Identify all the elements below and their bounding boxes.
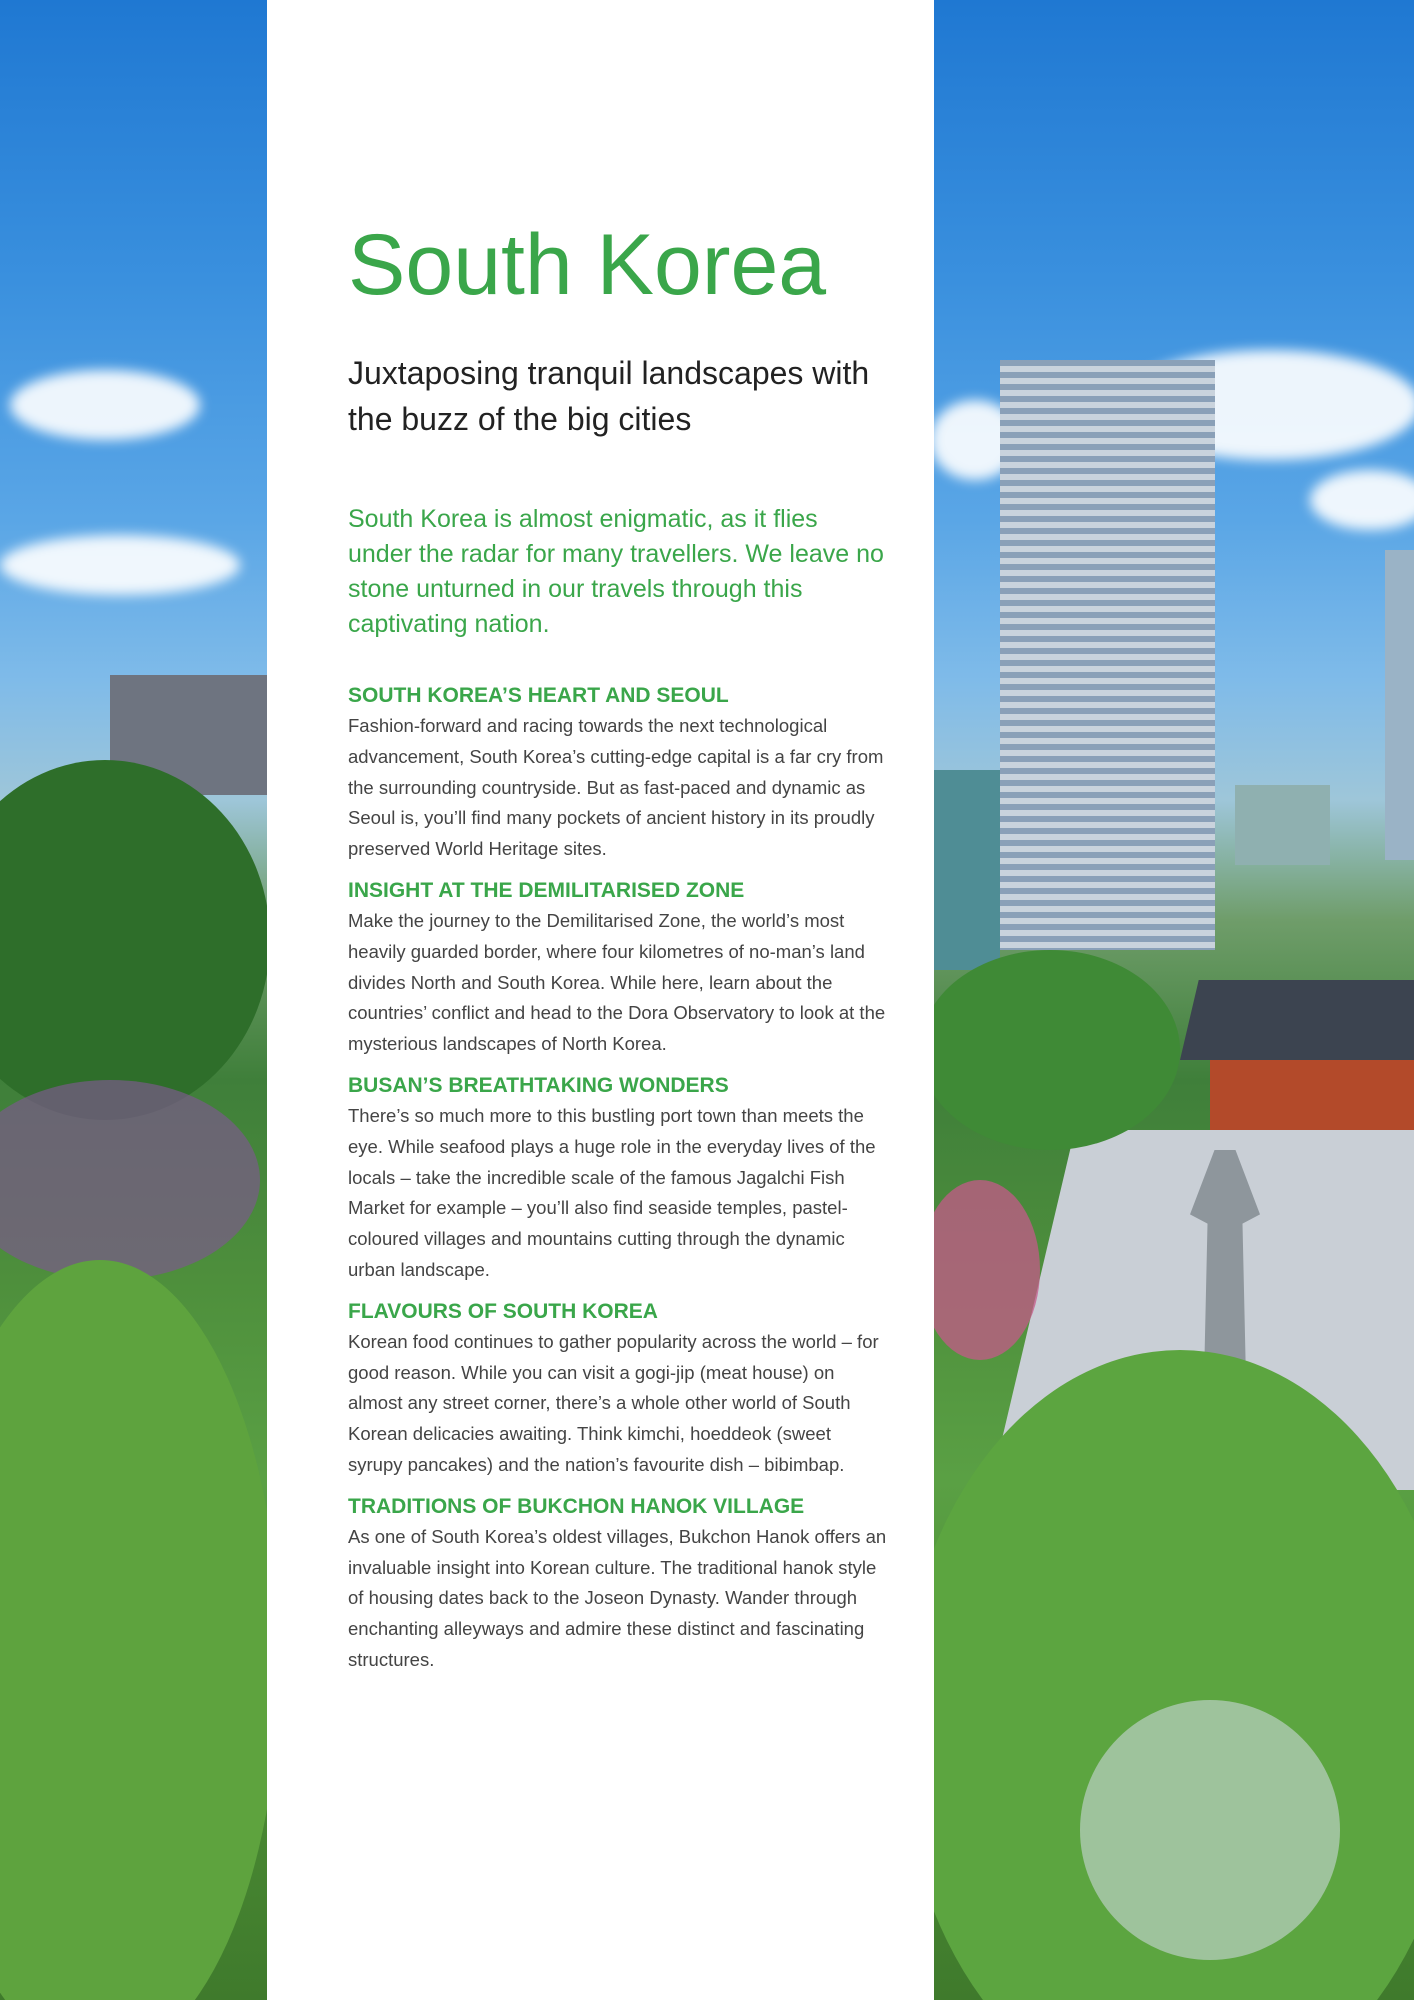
foliage bbox=[920, 1180, 1040, 1360]
section-heading: SOUTH KOREA’S HEART AND SEOUL bbox=[348, 684, 729, 707]
tower-far-right bbox=[1385, 550, 1414, 860]
foliage bbox=[920, 950, 1180, 1150]
section-body: Fashion-forward and racing towards the next technological advancement, South Korea’s cutting-edge capital is a far cry from the surrounding countryside. But as fast-paced and dynamic as Seoul is, you’ll find many pockets of ancient history in its proudly preserved World Heritage sites. bbox=[348, 715, 884, 860]
skyscraper bbox=[1000, 360, 1215, 950]
section-body: Make the journey to the Demilitarised Zone, the world’s most heavily guarded border, where four kilometres of no-man’s land divides North and South Korea. While here, learn about the countries’ conflict and head to the Dora Observatory to look at the mysterious landscapes of North Korea. bbox=[348, 909, 886, 1055]
temple-wall bbox=[1210, 1060, 1414, 1130]
temple-roof bbox=[1180, 980, 1414, 1060]
foliage bbox=[0, 1260, 280, 2000]
content-panel bbox=[267, 0, 934, 2000]
section-bukchon bbox=[348, 1491, 888, 1676]
cloud bbox=[1310, 470, 1414, 530]
section-body: As one of South Korea’s oldest villages, Bukchon Hanok offers an invaluable insight into Korean culture. The traditional hanok style of housing dates back to the Joseon Dynasty. Wander through enchanting alleyways and admire these distinct and fascinating structures. bbox=[348, 1525, 887, 1670]
section-body: Korean food continues to gather popularity across the world – for good reason. While you can visit a gogi-jip (meat house) on almost any street corner, there’s a whole other world of South Korean delicacies awaiting. Think kimchi, hoeddeok (sweet syrupy pancakes) and the nation’s favourite dish – bibimbap. bbox=[348, 1330, 879, 1475]
intro-paragraph: South Korea is almost enigmatic, as it flies under the radar for many travellers. We leave no stone unturned in our travels through this captivating nation. bbox=[348, 505, 884, 638]
foliage bbox=[1080, 1700, 1340, 1960]
page-title: South Korea bbox=[348, 217, 827, 313]
section-heading: INSIGHT AT THE DEMILITARISED ZONE bbox=[348, 878, 745, 902]
building-right-far bbox=[1235, 785, 1330, 865]
cloud bbox=[0, 535, 240, 595]
foliage bbox=[0, 760, 270, 1120]
section-busan bbox=[348, 1070, 888, 1286]
cloud bbox=[10, 370, 200, 440]
sections-list bbox=[348, 680, 888, 1686]
section-seoul bbox=[348, 680, 888, 865]
section-body: There’s so much more to this bustling port town than meets the eye. While seafood plays a huge role in the everyday lives of the locals – take the incredible scale of the famous Jagalchi Fish Market for example – you’ll also find seaside temples, pastel-coloured villages and mountains cutting through the dynamic urban landscape. bbox=[348, 1104, 876, 1280]
section-food bbox=[348, 1296, 888, 1481]
section-heading: FLAVOURS OF SOUTH KOREA bbox=[348, 1299, 658, 1323]
foliage bbox=[0, 1080, 260, 1280]
section-dmz bbox=[348, 875, 888, 1060]
section-heading: BUSAN’S BREATHTAKING WONDERS bbox=[348, 1073, 729, 1097]
page-subtitle: Juxtaposing tranquil landscapes with the buzz of the big cities bbox=[348, 355, 870, 437]
section-heading: TRADITIONS OF BUKCHON HANOK VILLAGE bbox=[348, 1494, 805, 1518]
building-right-low bbox=[934, 770, 1000, 970]
